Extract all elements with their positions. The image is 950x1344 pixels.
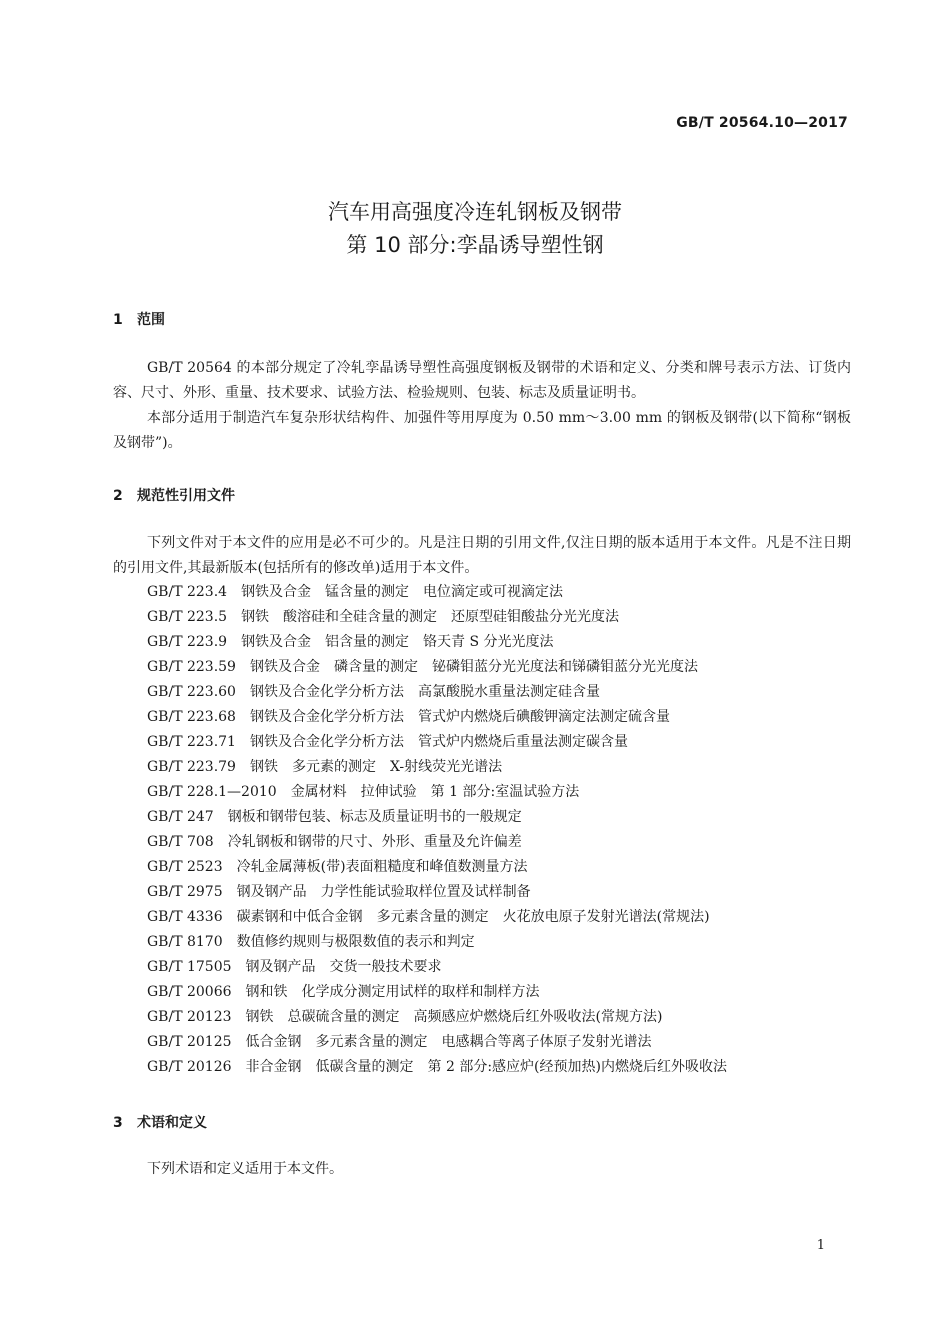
reference-title: 钢铁及合金 锰含量的测定 电位滴定或可视滴定法 (241, 584, 564, 600)
reference-title: 冷轧钢板和钢带的尺寸、外形、重量及允许偏差 (227, 834, 522, 850)
reference-title: 碳素钢和中低合金钢 多元素含量的测定 火花放电原子发射光谱法(常规法) (236, 909, 710, 925)
section-3-heading (113, 1112, 207, 1132)
paragraph: GB/T 20564 的本部分规定了冷轧孪晶诱导塑性高强度钢板及钢带的术语和定义、分类和牌号表示方法、订货内容、尺寸、外形、重量、技术要求、试验方法、检验规则、包装、标志及质量证明书。 (113, 360, 851, 401)
reference-item (147, 605, 857, 630)
reference-item (147, 1005, 857, 1030)
document-title: 汽车用高强度冷连轧钢板及钢带 (328, 200, 622, 224)
reference-item (147, 755, 857, 780)
reference-title: 低合金钢 多元素含量的测定 电感耦合等离子体原子发射光谱法 (245, 1034, 652, 1050)
reference-title: 钢铁及合金化学分析方法 管式炉内燃烧后重量法测定碳含量 (249, 734, 628, 750)
reference-title: 钢板和钢带包装、标志及质量证明书的一般规定 (227, 809, 522, 825)
reference-item (147, 930, 857, 955)
reference-item (147, 980, 857, 1005)
reference-title: 数值修约规则与极限数值的表示和判定 (236, 934, 475, 950)
reference-item (147, 905, 857, 930)
section-number: 1 (113, 312, 123, 328)
section-title: 范围 (137, 312, 165, 328)
reference-title: 钢及钢产品 交货一般技术要求 (245, 959, 442, 975)
reference-item (147, 680, 857, 705)
reference-item (147, 855, 857, 880)
section-number: 3 (113, 1115, 123, 1131)
section-title: 规范性引用文件 (137, 488, 235, 504)
reference-code: GB/T 2523 (147, 859, 223, 875)
reference-item (147, 1030, 857, 1055)
reference-title: 钢铁及合金化学分析方法 高氯酸脱水重量法测定硅含量 (249, 684, 600, 700)
reference-item (147, 805, 857, 830)
reference-code: GB/T 20125 (147, 1034, 232, 1050)
standard-id: GB/T 20564.10—2017 (676, 115, 848, 131)
section-1-heading (113, 309, 165, 329)
reference-code: GB/T 223.60 (147, 684, 236, 700)
reference-item (147, 780, 857, 805)
paragraph: 下列文件对于本文件的应用是必不可少的。凡是注日期的引用文件,仅注日期的版本适用于本文件。凡是不注日期的引用文件,其最新版本(包括所有的修改单)适用于本文件。 (113, 535, 851, 576)
reference-code: GB/T 20123 (147, 1009, 232, 1025)
reference-title: 钢及钢产品 力学性能试验取样位置及试样制备 (236, 884, 531, 900)
reference-item (147, 655, 857, 680)
reference-item (147, 955, 857, 980)
reference-code: GB/T 4336 (147, 909, 223, 925)
reference-item (147, 880, 857, 905)
reference-code: GB/T 228.1—2010 (147, 784, 277, 800)
reference-item (147, 580, 857, 605)
reference-title: 钢铁 总碳硫含量的测定 高频感应炉燃烧后红外吸收法(常规方法) (245, 1009, 663, 1025)
reference-code: GB/T 20126 (147, 1059, 232, 1075)
page-number: 1 (816, 1238, 825, 1253)
reference-code: GB/T 223.9 (147, 634, 228, 650)
reference-code: GB/T 223.68 (147, 709, 236, 725)
section-number: 2 (113, 488, 123, 504)
reference-code: GB/T 223.4 (147, 584, 228, 600)
reference-title: 钢铁 多元素的测定 X-射线荧光光谱法 (249, 759, 503, 775)
reference-title: 钢铁及合金 磷含量的测定 铋磷钼蓝分光光度法和锑磷钼蓝分光光度法 (249, 659, 698, 675)
reference-list (147, 580, 857, 1080)
reference-title: 钢铁 酸溶硅和全硅含量的测定 还原型硅钼酸盐分光光度法 (241, 609, 620, 625)
reference-code: GB/T 223.79 (147, 759, 236, 775)
reference-title: 钢铁及合金 铝含量的测定 铬天青 S 分光光度法 (241, 634, 554, 650)
reference-code: GB/T 223.71 (147, 734, 236, 750)
section-1-body (113, 356, 851, 456)
reference-title: 钢铁及合金化学分析方法 管式炉内燃烧后碘酸钾滴定法测定硫含量 (249, 709, 670, 725)
reference-code: GB/T 8170 (147, 934, 223, 950)
reference-item (147, 830, 857, 855)
section-2-heading (113, 485, 235, 505)
reference-code: GB/T 17505 (147, 959, 232, 975)
reference-item (147, 1055, 857, 1080)
reference-code: GB/T 20066 (147, 984, 232, 1000)
reference-item (147, 630, 857, 655)
section-2-body (113, 531, 851, 581)
reference-code: GB/T 223.59 (147, 659, 236, 675)
reference-title: 钢和铁 化学成分测定用试样的取样和制样方法 (245, 984, 540, 1000)
reference-code: GB/T 223.5 (147, 609, 228, 625)
reference-title: 非合金钢 低碳含量的测定 第 2 部分:感应炉(经预加热)内燃烧后红外吸收法 (245, 1059, 727, 1075)
reference-item (147, 730, 857, 755)
paragraph: 本部分适用于制造汽车复杂形状结构件、加强件等用厚度为 0.50 mm～3.00 mm 的钢板及钢带(以下简称“钢板及钢带”)。 (113, 410, 851, 451)
document-subtitle: 第 10 部分:孪晶诱导塑性钢 (346, 233, 604, 257)
section-3-body (113, 1157, 851, 1182)
reference-code: GB/T 708 (147, 834, 214, 850)
reference-code: GB/T 2975 (147, 884, 223, 900)
reference-item (147, 705, 857, 730)
reference-title: 冷轧金属薄板(带)表面粗糙度和峰值数测量方法 (236, 859, 528, 875)
paragraph: 下列术语和定义适用于本文件。 (147, 1161, 343, 1177)
section-title: 术语和定义 (137, 1115, 207, 1131)
reference-title: 金属材料 拉伸试验 第 1 部分:室温试验方法 (290, 784, 580, 800)
reference-code: GB/T 247 (147, 809, 214, 825)
